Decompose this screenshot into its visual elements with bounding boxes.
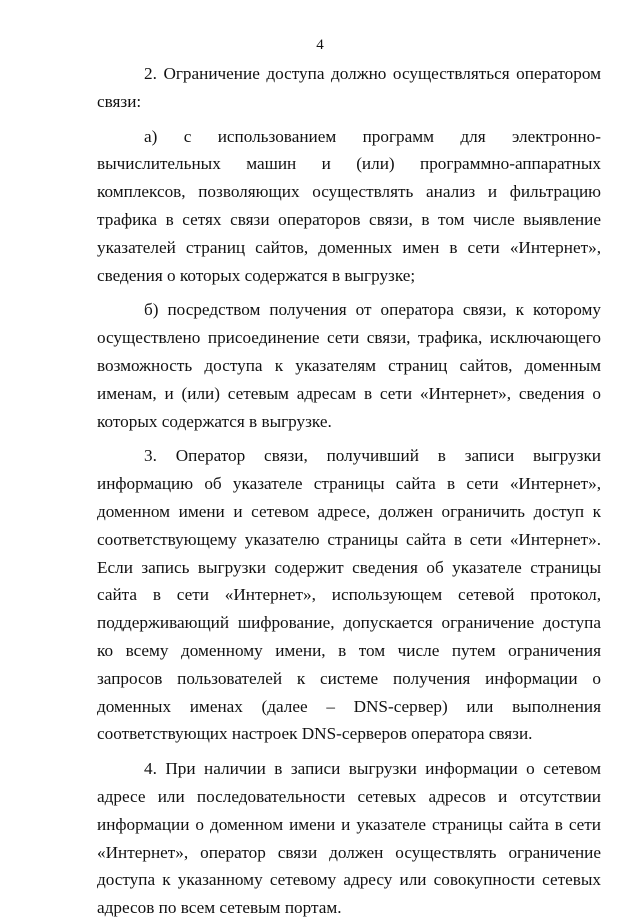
paragraph-2b: б) посредством получения от оператора связи, к которому осуществлено присоединение сети связи, трафика, исключающего возможность доступа к указателям страниц сайтов, доменным именам, и (или) сетевым адресам в сети «Интернет», сведения о которых содержатся в выгрузке. (97, 300, 601, 431)
paragraph-3: 3. Оператор связи, получивший в записи выгрузки информацию об указателе страницы сайта в сети «Интернет», доменном имени и сетевом адресе, должен ограничить доступ к соответствующему указателю страницы сайта в сети «Интернет». Если запись выгрузки содержит сведения об указателе страницы сайта в сети «Интернет», использующем сетевой протокол, поддерживающий шифрование, допускается ограничение доступа ко всему доменному имени, в том числе путем ограничения запросов пользователей к системе получения информации о доменных именах (далее – DNS-сервер) или выполнения соответствующих настроек DNS-серверов оператора связи. (97, 446, 601, 744)
paragraph-2a: а) с использованием программ для электронно-вычислительных машин и (или) программно-аппаратных комплексов, позволяющих осуществлять анализ и фильтрацию трафика в сетях связи операторов связи, в том числе выявление указателей страниц сайтов, доменных имен в сети «Интернет», сведения о которых содержатся в выгрузке; (97, 126, 601, 285)
paragraph-4: 4. При наличии в записи выгрузки информации о сетевом адресе или последовательности сетевых адресов и отсутствии информации о доменном имени и указателе страницы сайта в сети «Интернет», оператор связи должен осуществлять ограничение доступа к указанному сетевому адресу или совокупности сетевых адресов по всем сетевым портам. (97, 759, 601, 918)
page-number: 4 (316, 37, 324, 53)
paragraph-2: 2. Ограничение доступа должно осуществляться оператором связи: (97, 64, 601, 111)
document-body (97, 60, 601, 922)
